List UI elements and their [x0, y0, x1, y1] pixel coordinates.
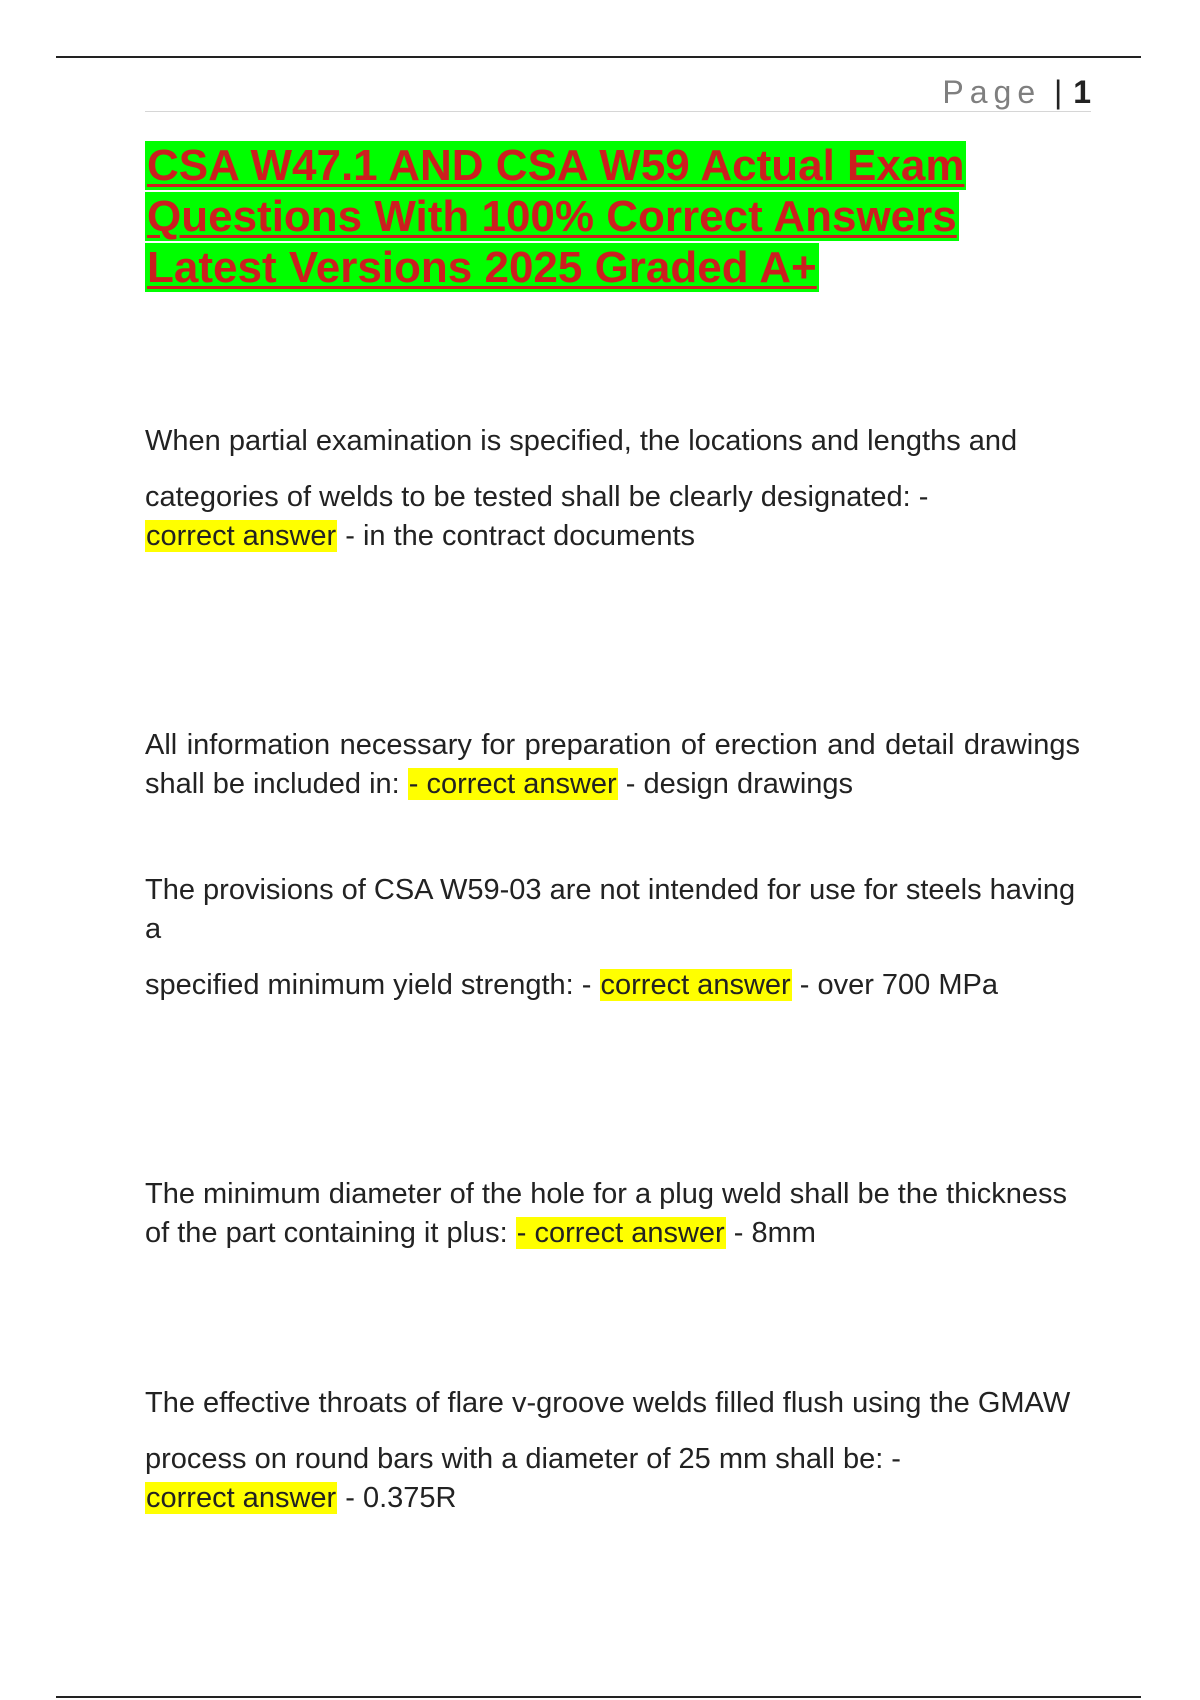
title-line-1: CSA W47.1 AND CSA W59 Actual Exam: [147, 141, 965, 190]
page-separator: |: [1054, 74, 1063, 110]
question-text: The effective throats of flare v-groove welds filled flush using the GMAW: [145, 1387, 1071, 1419]
question-text: process on round bars with a diameter of 25 mm shall be: -: [145, 1443, 901, 1475]
header-rule: [145, 111, 1091, 112]
correct-answer-marker: correct answer: [146, 1482, 337, 1514]
question-paragraph: [145, 726, 1080, 804]
qa-item-2: [145, 726, 1080, 804]
qa-item-1: [145, 422, 1080, 556]
question-text: specified minimum yield strength: -: [145, 969, 600, 1001]
correct-answer-marker: correct answer: [600, 969, 791, 1001]
document-title: [145, 140, 1045, 293]
correct-answer-marker: - correct answer: [516, 1217, 725, 1249]
question-text: The provisions of CSA W59-03 are not intended for use for steels having a: [145, 874, 1076, 945]
qa-item-4: [145, 1175, 1080, 1253]
title-line-2: Questions With 100% Correct Answers: [147, 192, 957, 241]
question-paragraph: [145, 1175, 1080, 1253]
correct-answer-marker: correct answer: [146, 520, 337, 552]
page-number: 1: [1073, 74, 1091, 110]
qa-item-5: [145, 1384, 1080, 1518]
answer-text: - over 700 MPa: [791, 969, 998, 1001]
question-text: categories of welds to be tested shall be clearly designated: -: [145, 481, 929, 513]
title-line-3: Latest Versions 2025 Graded A+: [147, 243, 817, 292]
page-bottom-rule: [56, 1696, 1141, 1698]
page-header: [145, 72, 1091, 112]
question-continuation: [145, 966, 1080, 1005]
answer-text: - in the contract documents: [337, 520, 696, 552]
answer-text: - 8mm: [725, 1217, 816, 1249]
question-continuation: [145, 478, 1080, 556]
answer-text: - 0.375R: [337, 1482, 457, 1514]
question-text: The minimum diameter of the hole for a plug weld shall be the thickness of the part containing it plus:: [145, 1178, 1068, 1249]
question-text: All information necessary for preparation of erection and detail drawings shall be included in:: [145, 729, 1080, 800]
correct-answer-marker: - correct answer: [408, 768, 617, 800]
qa-item-3: [145, 871, 1080, 1005]
question-text: When partial examination is specified, the locations and lengths and: [145, 425, 1018, 457]
page-top-rule: [56, 56, 1141, 58]
question-continuation: [145, 1440, 1080, 1518]
answer-text: - design drawings: [617, 768, 854, 800]
page-label: Page: [942, 74, 1042, 110]
